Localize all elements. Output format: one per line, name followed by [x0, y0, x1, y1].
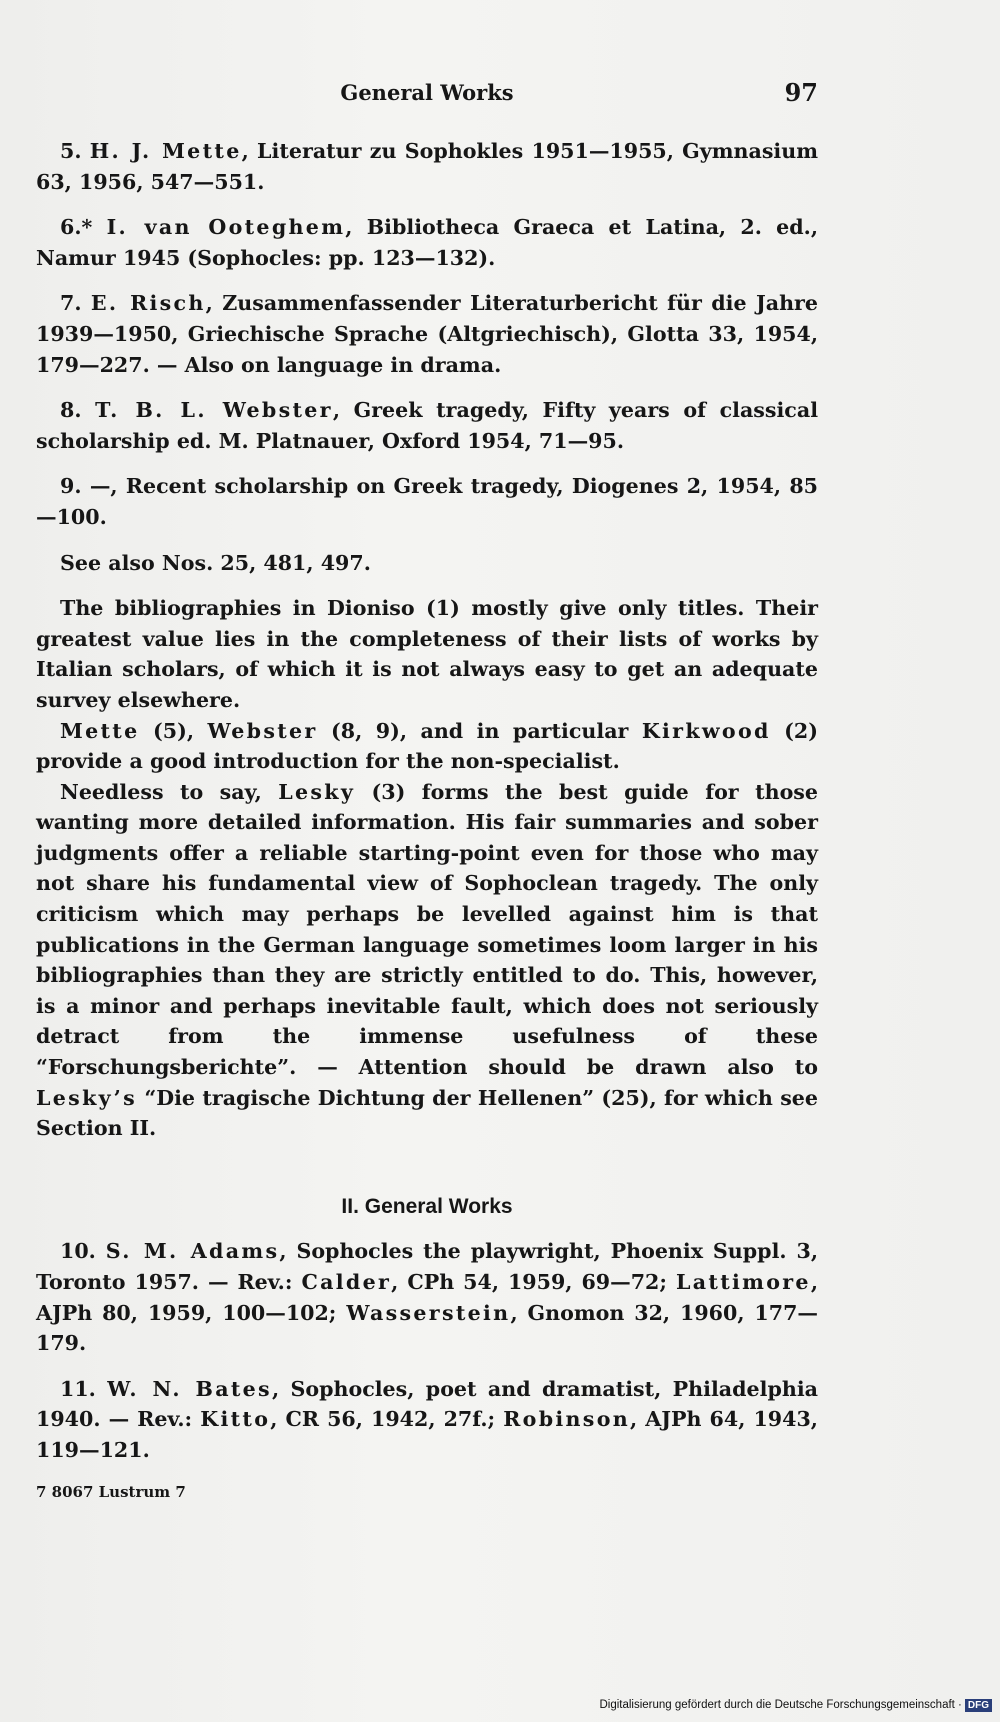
- bibliography-entry: 5. H. J. Mette, Literatur zu Sophokles 1951—1955, Gymnasium 63, 1956, 547—551.: [36, 139, 819, 194]
- digitization-credit: Digitalisierung gefördert durch die Deutsche Forschungsgemeinschaft · DFG: [599, 1699, 992, 1712]
- entry-author: S. M. Adams: [105, 1239, 280, 1264]
- paragraph-dioniso: The bibliographies in Dioniso (1) mostly give only titles. Their greatest value lies in the completeness of their lists of works by Italian scholars, of which it is not always easy to get an adequate survey elsewhere.: [36, 596, 818, 712]
- entry-author: E. Risch: [90, 291, 206, 316]
- paragraph-lesky: Needless to say, Lesky (3) forms the best guide for those wanting more detailed information. His fair summaries and sober judgments offer a reliable starting-point even for those who may not share his fundamental view of Sophoclean tragedy. The only criticism which may perhaps be levelled against him is that publications in the German language sometimes loom larger in his bibliographies than they are strictly entitled to do. This, however, is a minor and perhaps inevitable fault, which does not seriously detract from the immense usefulness of these “Forschungsberichte”. — Attention should be drawn also to Lesky’s “Die tragische Dichtung der Hellenen” (25), for which see Section II.: [36, 779, 819, 1141]
- dfg-logo: DFG: [965, 1699, 992, 1712]
- entry-author: H. J. Mette: [89, 139, 242, 163]
- entry-author: W. N. Bates: [107, 1376, 272, 1401]
- signature-footer: 7 8067 Lustrum 7: [36, 1483, 186, 1501]
- bibliography-entry: 6.* I. van Ooteghem, Bibliotheca Graeca et Latina, 2. ed., Namur 1945 (Sophocles: pp. 123—132).: [36, 215, 819, 270]
- bibliography-entry: 7. E. Risch, Zusammenfassender Literaturbericht für die Jahre 1939—1950, Griechische Sprache (Altgriechisch), Glotta 33, 1954, 179—227. — Also on language in drama.: [36, 291, 818, 377]
- see-also-line: See also Nos. 25, 481, 497.: [60, 550, 371, 575]
- bibliography-entry: 10. S. M. Adams, Sophocles the playwright, Phoenix Suppl. 3, Toronto 1957. — Rev.: Calder, CPh 54, 1959, 69—72; Lattimore, AJPh 80, 1959, 100—102; Wasserstein, Gnomon 32, 1960, 177—179.: [36, 1239, 819, 1356]
- running-header: [36, 80, 818, 110]
- bibliography-entry: 8. T. B. L. Webster, Greek tragedy, Fifty years of classical scholarship ed. M. Platnauer, Oxford 1954, 71—95.: [36, 398, 819, 453]
- page-number: 97: [784, 78, 818, 107]
- paragraph-introduction: Mette (5), Webster (8, 9), and in particular Kirkwood (2) provide a good introduction for the non-specialist.: [36, 718, 818, 774]
- body-text: [36, 136, 818, 1481]
- bibliography-entry: 11. W. N. Bates, Sophocles, poet and dramatist, Philadelphia 1940. — Rev.: Kitto, CR 56, 1942, 27f.; Robinson, AJPh 64, 1943, 119—121.: [36, 1376, 818, 1462]
- entry-author: T. B. L. Webster: [95, 398, 333, 423]
- entry-author: I. van Ooteghem: [106, 215, 346, 240]
- bibliography-entry: 9. —, Recent scholarship on Greek tragedy, Diogenes 2, 1954, 85—100.: [36, 474, 818, 529]
- section-heading: II. General Works: [341, 1194, 513, 1218]
- running-title: General Works: [340, 80, 514, 105]
